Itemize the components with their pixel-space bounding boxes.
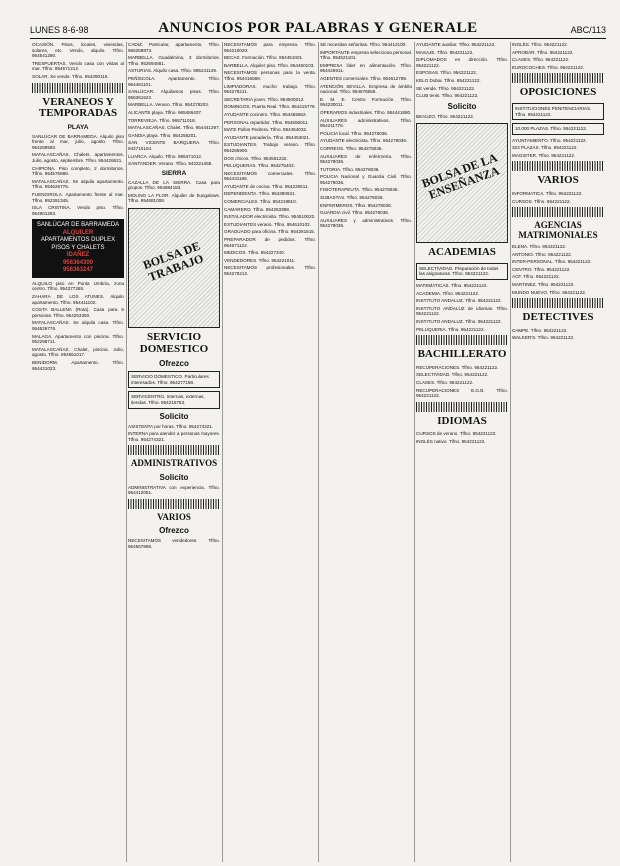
- ad-item: AYUDANTE electricista. Tlfno. 954278036.: [320, 138, 408, 144]
- ad-item: NECESITAMOS para empresa. Tlfno. 954210020.: [224, 42, 316, 53]
- ad-item: NECESITAMOS vendedores. Tlfno. 954567896.: [128, 538, 220, 549]
- ad-item: MASAJE. Tlfno. 954221122.: [416, 49, 474, 55]
- section-heading-servicio-domestico: SERVICIO DOMESTICO: [139, 331, 209, 355]
- ad-item: KELO Dubai. Tlfno. 954221122.: [416, 77, 481, 83]
- ad-item: MATE Pollos Pedrera. Tlfno. 954454032.: [224, 127, 308, 133]
- ad-item: INGLÉS. Tlfno. 954221122.: [512, 42, 569, 47]
- ad-item: INSTITUTO ANDALUZ. Tlfno. 954221122.: [416, 319, 502, 325]
- ad-item: MEDICOS. Tlfno. 954227340.: [224, 250, 285, 256]
- ad-item: COSTA BALLENA (Rota). Casa para 6 personas. Tlfno. 954253350.: [32, 307, 124, 318]
- ad-item: POLICIA local. Tlfno. 954278036.: [320, 130, 389, 136]
- ad-item: CADIZ. Particular, apartamento. Tlfno. 956258873.: [128, 42, 220, 53]
- ad-item: ACF. Tlfno. 954221122.: [512, 274, 560, 280]
- promo-line: APARTAMENTOS DUPLEX PISOS Y CHALETS: [40, 237, 116, 251]
- ad-item: LIMPIADORAS, mucho trabajo. Tlfno. 954278211.: [224, 83, 316, 95]
- ad-item: ESTUDIANTES. Trabajo verano. Tlfno. 954285900.: [224, 142, 316, 153]
- ad-item: CAMPE. Tlfno. 954221122.: [512, 327, 568, 333]
- ad-item: ADMINISTRATIVA con experiencia. Tlfno. 954412051.: [128, 484, 220, 496]
- ad-item: ATENCIÓN SEVILLA. Empresa de ámbito nacional. Tlfno. 954576655.: [320, 83, 412, 95]
- ad-item: POLICIA Nacional y Guardia Civil. Tlfno. 954278036.: [320, 174, 412, 185]
- ad-item: ANTONIO. Tlfno. 954221122.: [512, 251, 573, 257]
- ad-item: AGENTES comerciales. Tlfno. 954612789.: [320, 75, 408, 81]
- ad-item: MATALASCAÑAS. Se alquila casa. Tlfno. 954626776.: [32, 320, 124, 332]
- section-divider: [512, 298, 604, 308]
- ad-item: MATALASCAÑAS. Chalet. Tlfno. 954441297.: [128, 125, 220, 131]
- issue-date: LUNES 8-6-98: [30, 25, 89, 35]
- ad-item: MAGISTER. Tlfno. 954221122.: [512, 152, 576, 158]
- column-3: [222, 42, 319, 862]
- ad-item: INSTITUTO ANDALUZ de idiomas. Tlfno. 954221122.: [416, 305, 508, 317]
- ad-item: NECESITAMOS profesionales. Tlfno. 954278212.: [224, 265, 316, 276]
- ad-item: OCASIÓN. Pisos, locales, viviendas, solares, etc. Vendo, alquilo. Tlfno. 954541290.: [32, 42, 124, 59]
- ad-item: INSTITUTO ANDALUZ. Tlfno. 954221122.: [416, 298, 502, 304]
- ad-item: IMPORTANTE empresa selecciona personal. Tlfno. 954521101.: [320, 49, 412, 61]
- ad-item: INGLÉS nativo. Tlfno. 954221122.: [416, 438, 486, 444]
- ad-item: ASISTENTA por horas. Tlfno. 954274321.: [128, 423, 214, 429]
- section-divider: [416, 335, 508, 345]
- ad-item: VENDEDORES. Tlfno. 954221011.: [224, 257, 296, 263]
- ad-item: ACADEMIA. Tlfno. 954221122.: [416, 290, 480, 296]
- ad-item: 323 PLAZAS. Tlfno. 954221122.: [512, 145, 578, 151]
- section-divider: [512, 73, 604, 83]
- ad-item: MATEMATICAS. Tlfno. 954221122.: [416, 283, 488, 289]
- solicito-heading: Solicito: [159, 411, 189, 421]
- ad-item: ALICANTE playa. Tlfno. 965486407.: [128, 109, 203, 115]
- ad-item: DOS chicos. Tlfno. 954561232.: [224, 155, 288, 161]
- section-divider: [32, 83, 124, 93]
- classified-columns: [30, 42, 606, 862]
- ad-item: ESPOSAS. Tlfno. 954221122.: [416, 70, 478, 76]
- ad-item: SOLAR. Se vende. Tlfno. 954390116.: [32, 73, 109, 79]
- bolsa-de-trabajo-logo: [128, 208, 220, 328]
- ad-item: GANDIA playa. Tlfno. 954256201.: [128, 132, 198, 138]
- header-rule: [30, 38, 606, 39]
- ad-item: SANTANDER. Verano. Tlfno. 942221458.: [128, 161, 213, 167]
- ad-item: SELECTIVIDAD. Tlfno. 954221122.: [416, 372, 489, 378]
- section-divider: [512, 207, 604, 217]
- ad-item: ZAHARA DE LOS ATUNES. Alquilo apartamento. Tlfno. 954411102.: [32, 294, 124, 305]
- ad-item: AUXILIARES de enfermería. Tlfno. 954278036.: [320, 153, 412, 165]
- section-heading-varios: VARIOS: [537, 174, 579, 187]
- section-heading-agencias-matrimoniales: AGENCIAS MATRIMONIALES: [518, 220, 598, 240]
- ad-item: RECUPERACIONES. Tlfno. 954221122.: [416, 364, 499, 370]
- section-heading-veraneos: VERANEOS Y TEMPORADAS: [38, 95, 118, 120]
- ad-item: ELENA. Tlfno. 954221122.: [512, 244, 567, 250]
- ofrezco-heading: Ofrezco: [159, 526, 189, 536]
- section-heading-idiomas: IDIOMAS: [437, 414, 487, 427]
- ad-item: AYUDANTE de cocina. Tlfno. 954226511.: [224, 183, 309, 189]
- ad-item: SANLÚCAR DE BARRAMEDA. Alquilo piso frente al mar, julio, agosto. Tlfno. 954289580.: [32, 133, 124, 150]
- ad-item: BECAS. Formación. Tlfno. 954451001.: [224, 55, 304, 61]
- ad-item: ALQUILO piso en Punta Umbría, zona centro. Tlfno. 954377265.: [32, 280, 124, 292]
- ad-item: SAN VICENTE BARQUERA. Tlfno. 942710104.: [128, 140, 220, 151]
- ad-item: CAZALLA DE LA SIERRA. Casa para grupos. Tlfno. 954884183.: [128, 179, 220, 191]
- ad-item: SE necesitan señoritas. Tlfno. 954412100.: [320, 42, 407, 47]
- ad-item: PEÑÍSCOLA. Apartamento. Tlfno. 964481101.: [128, 75, 220, 87]
- ad-item: GUARDIA civil. Tlfno. 954278036.: [320, 210, 390, 216]
- ad-item: LUARCA. Alquilo. Tlfno. 985471012.: [128, 153, 203, 159]
- ad-item: CURSOS. Tlfno. 954221122.: [512, 198, 571, 204]
- section-heading-academias: ACADEMIAS: [428, 246, 496, 259]
- section-heading-oposiciones: OPOSICIONES: [519, 86, 597, 99]
- ad-item: FISIOTERAPEUTA. Tlfno. 954278036.: [320, 187, 399, 193]
- ad-item: ENFERMEROS. Tlfno. 954278036.: [320, 202, 392, 208]
- ad-item: MALAGA. Apartamento con piscina. Tlfno. 952296711.: [32, 333, 124, 345]
- promo-phone: 956363247: [62, 267, 94, 274]
- logo-text: BOLSA DE TRABAJO: [141, 238, 206, 285]
- ad-item: MUNDO NUEVO. Tlfno. 954221122.: [512, 289, 587, 295]
- ad-item: AYUNTAMIENTO. Tlfno. 954221122.: [512, 137, 587, 143]
- bolsa-de-la-ensenanza-logo: [416, 123, 508, 243]
- ad-item: ISLA CRISTINA. Vendo piso. Tlfno. 954901283.: [32, 205, 124, 216]
- ad-item: AYUDANTE cocinero. Tlfno. 954455662.: [224, 111, 307, 117]
- ad-item: MATALASCAÑAS. Chalet, piscina. Julio, agosto. Tlfno. 954651017.: [32, 346, 124, 358]
- ad-item: PELUQUERAS. Tlfno. 954275402.: [224, 163, 295, 169]
- ad-item: CENTRO. Tlfno. 954221122.: [512, 266, 571, 272]
- ad-item: PELUQUERIA. Tlfno. 954221122.: [416, 326, 485, 332]
- section-heading-detectives: DETECTIVES: [522, 311, 594, 324]
- section-heading-varios: VARIOS: [157, 511, 191, 522]
- ad-item: BENIDORM. Apartamento. Tlfno. 954421023.: [32, 360, 124, 371]
- ad-item: TRESPUERTAS. Vendo casa con vistas al mar. Tlfno. 954571212.: [32, 60, 124, 72]
- ad-item: APROBAR. Tlfno. 954221122.: [512, 49, 574, 55]
- ad-item: SUBASTAS. Tlfno. 954278036.: [320, 195, 384, 201]
- section-divider: [128, 499, 220, 509]
- section-divider: [512, 161, 604, 171]
- ad-item: SE vende. Tlfno. 954221122.: [416, 85, 476, 91]
- ad-item: OPERARIOS industriales. Tlfno. 954441880.: [320, 109, 412, 115]
- ad-item: BARBELLA. Alquiler piso. Tlfno. 954460103.: [224, 62, 315, 68]
- promo-phone: 956364300: [62, 259, 94, 266]
- ad-item: CLUB tenis. Tlfno. 954221122.: [416, 93, 479, 99]
- ad-item: WALKER'S. Tlfno. 954221122.: [512, 335, 575, 341]
- ad-item: COMERCIALES. Tlfno. 954219810.: [224, 199, 297, 205]
- ad-item: SANLÚCAR. Alquilamos pisos. Tlfno. 956361522.: [128, 89, 220, 100]
- ad-item: EUROCOCHES. Tlfno. 954221122.: [512, 64, 585, 70]
- ad-item: AUXILIARES y administrativos. Tlfno. 954278036.: [320, 217, 412, 229]
- solicito-heading: Solicito: [159, 472, 189, 482]
- logo-text: BOLSA DE LA ENSEÑANZA: [419, 150, 502, 203]
- page-folio: ABC/113: [570, 25, 606, 35]
- boxed-ad: 10.000 PLAZAS. Tlfno. 954221122.: [512, 123, 604, 135]
- boxed-ad: SELECTIVIDAD. Preparación de todas las asignaturas. Tlfno. 954221122.: [416, 263, 508, 280]
- ad-item: INTERNA para atender a personas mayores. Tlfno. 954274321.: [128, 431, 220, 442]
- ad-item: CHIPIONA. Piso completo, 2 dormitorios. Tlfno. 954575888.: [32, 165, 124, 177]
- ad-item: ASTURIAS. Alquilo casa. Tlfno. 985241129.: [128, 68, 218, 74]
- ad-item: SECRETARIA joven. Tlfno. 954500012.: [224, 96, 305, 102]
- solicito-heading: Solicito: [447, 101, 477, 111]
- ad-item: EMPRESA líder en alimentación. Tlfno. 954426911.: [320, 62, 412, 74]
- ad-item: MARBELLA. Verano. Tlfno. 954278203.: [128, 102, 210, 108]
- ad-item: ESTUDIANTES verano. Tlfno. 954610102.: [224, 221, 311, 227]
- column-6: [510, 42, 606, 862]
- ad-item: CLASES. Tlfno. 954221122.: [416, 379, 474, 385]
- boxed-ad: SERVICENTRO. Internas, externas, tiendas. Tlfno. 954215753.: [128, 391, 220, 408]
- ad-item: DOMINGOS. Puerta Real. Tlfno. 954415778.: [224, 104, 316, 110]
- ad-item: PERSONAL repartidor. Tlfno. 954556011.: [224, 119, 309, 125]
- ad-item: CURSOS de verano. Tlfno. 954221122.: [416, 431, 497, 437]
- ad-item: MARBELLA. Guadalmina, 3 dormitorios. Tlfno. 952694881.: [128, 55, 220, 66]
- boxed-ad: SERVICIO DOMESTICO. Particulares interesados. Tlfno. 954277168.: [128, 371, 220, 388]
- ofrezco-heading: Ofrezco: [159, 359, 189, 369]
- ad-item: MATALASCAÑAS. Chalets, apartamentos. Julio, agosto, septiembre. Tlfno. 954426621.: [32, 152, 124, 164]
- ad-item: GRADUADO para oficina. Tlfno. 954281515.: [224, 229, 316, 235]
- ad-item: MATALASCAÑAS. Se alquila apartamento. Tlfno. 954626776.: [32, 178, 124, 190]
- column-4: [318, 42, 415, 862]
- ad-item: CAMARERO. Tlfno. 954253398.: [224, 206, 291, 212]
- ad-item: AUXILIARES administrativos. Tlfno. 954211776.: [320, 117, 412, 129]
- boxed-ad: INSTITUCIONES PENITENCIARIAS. Tlfno. 954221122.: [512, 103, 604, 120]
- column-1: [30, 42, 127, 862]
- promo-line: IDAÑEZ: [66, 252, 90, 259]
- ad-item: NECESITAMOS personas para la venta. Tlfno. 954416688.: [224, 70, 316, 81]
- promo-line: ALQUILER: [62, 229, 94, 236]
- ad-item: CORREOS. Tlfno. 954278036.: [320, 145, 383, 151]
- section-divider: [416, 402, 508, 412]
- ad-item: INTER-PERSONAL. Tlfno. 954221122.: [512, 259, 592, 265]
- page-title: ANUNCIOS POR PALABRAS Y GENERALE: [158, 20, 478, 36]
- column-2: [126, 42, 223, 862]
- ad-item: E. M. E. Centro Formación. Tlfno. 954230011.: [320, 96, 412, 108]
- ad-item: AYUDANTE panadería. Tlfno. 954453021.: [224, 134, 311, 140]
- ad-item: DIPLOMADOS en dirección. Tlfno. 954221122.: [416, 57, 508, 68]
- ad-item: RECUPERACIONES E.G.B. Tlfno. 954221122.: [416, 387, 508, 399]
- subsection-sierra: SIERRA: [161, 169, 187, 177]
- ad-item: FUENGIROLA. Apartamento frente al mar. Tlfno. 952391345.: [32, 192, 124, 203]
- ad-item: MOLINO LA FLOR. Alquiler de bungalows. Tlfno. 954881008.: [128, 192, 220, 204]
- ad-item: TORREVIEJA. Tlfno. 965711018.: [128, 117, 196, 123]
- ad-item: PREPARADOR de pedidos. Tlfno. 954671122.: [224, 237, 316, 248]
- column-5: [414, 42, 511, 862]
- ad-item: AYUDANTE auxiliar. Tlfno. 954221122.: [416, 42, 496, 47]
- ad-item: CLASES. Tlfno. 954221122.: [512, 57, 570, 63]
- page-header: [30, 22, 606, 38]
- section-heading-bachillerato: BACHILLERATO: [417, 348, 507, 361]
- ad-item: INFORMATICA. Tlfno. 954221122.: [512, 191, 583, 197]
- ad-item: BEAUZO. Tlfno. 954221122.: [416, 113, 475, 119]
- ad-item: MARTINEZ. Tlfno. 954221122.: [512, 282, 575, 288]
- ad-item: TUTORIA. Tlfno. 954278036.: [320, 166, 380, 172]
- promo-line: SANLÚCAR DE BARRAMEDA: [36, 222, 120, 229]
- ad-item: NECESITAMOS comerciales. Tlfno. 954431188.: [224, 170, 316, 182]
- ad-item: INSTALADOR electricista. Tlfno. 954510022.: [224, 214, 316, 220]
- promo-box: [32, 219, 124, 278]
- subsection-playa: PLAYA: [67, 123, 89, 131]
- ad-item: DEPENDIENTA. Tlfno. 954380921.: [224, 191, 296, 197]
- section-heading-administrativos: ADMINISTRATIVOS: [130, 458, 218, 469]
- section-divider: [128, 445, 220, 455]
